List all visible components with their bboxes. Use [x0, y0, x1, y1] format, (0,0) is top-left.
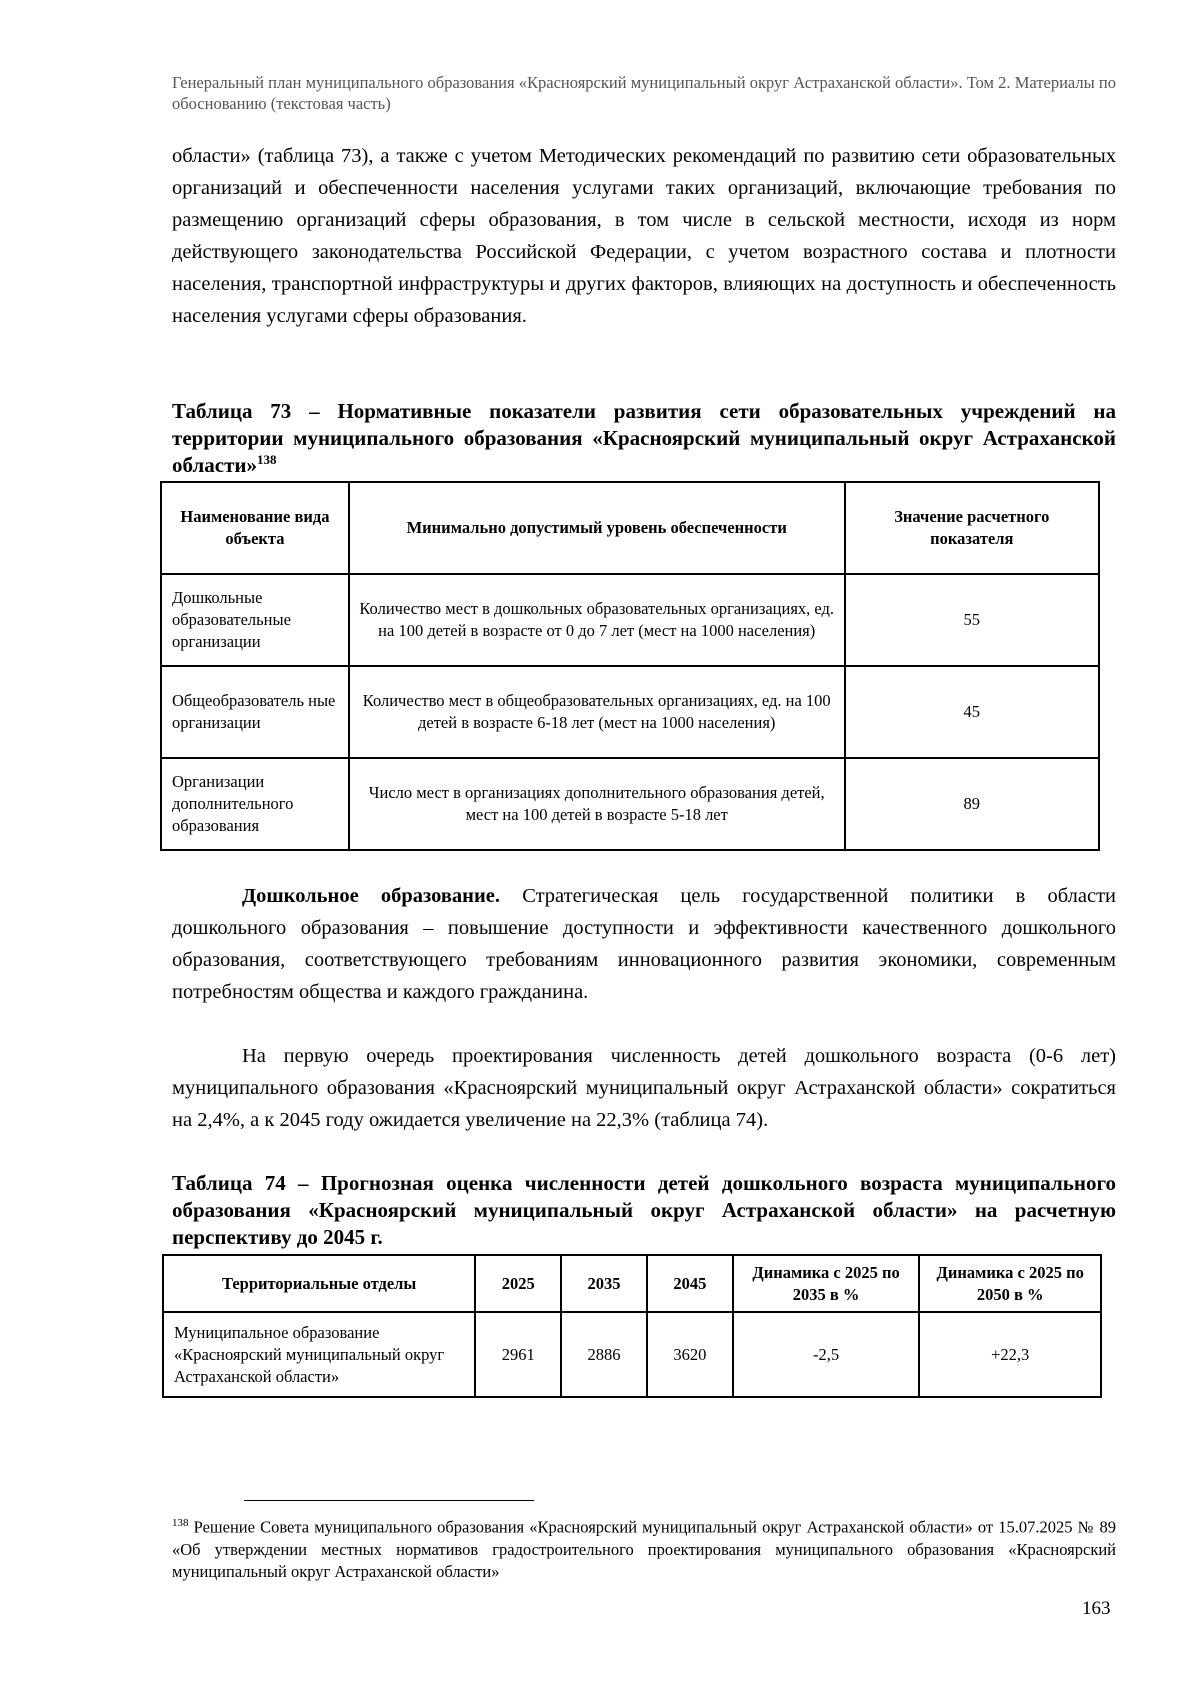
object-type-cell: Дошкольные образовательные организации [161, 574, 349, 666]
level-cell: Количество мест в общеобразовательных организациях, ед. на 100 детей в возрасте 6-18 лет (мест на 1000 населения) [349, 666, 845, 758]
page-number: 163 [1082, 1598, 1111, 1619]
table-header-row [161, 482, 1099, 574]
column-header: Минимально допустимый уровень обеспеченности [349, 482, 845, 574]
footnote-ref: 138 [257, 452, 277, 467]
column-header: Территориальные отделы [163, 1255, 475, 1312]
table73-caption [172, 398, 1116, 479]
column-header: 2035 [561, 1255, 647, 1312]
table-row [161, 758, 1099, 850]
value-cell: 2886 [561, 1312, 647, 1397]
value-cell: -2,5 [733, 1312, 920, 1397]
intro-paragraph: области» (таблица 73), а также с учетом Методических рекомендаций по развитию сети образовательных организаций и обеспеченности населения услугами таких организаций, включающие требования по размещению организаций сферы образования, в том числе в сельской местности, исходя из норм действующего законодательства Российской Федерации, с учетом возрастного состава и плотности населения, транспортной инфраструктуры и других факторов, влияющих на доступность и обеспеченность населения услугами сферы образования. [172, 145, 1116, 327]
table73-caption-text: Таблица 73 – Нормативные показатели развития сети образовательных учреждений на территории муниципального образования «Красноярский муниципальный округ Астраханской области» [172, 399, 1116, 477]
table-row [161, 574, 1099, 666]
level-cell: Число мест в организациях дополнительного образования детей, мест на 100 детей в возрасте 5-18 лет [349, 758, 845, 850]
running-header: Генеральный план муниципального образования «Красноярский муниципальный округ Астраханской области». Том 2. Материалы по обоснованию (текстовая часть) [172, 73, 1116, 113]
column-header: Динамика с 2025 по 2050 в % [919, 1255, 1101, 1312]
object-type-cell: Общеобразователь ные организации [161, 666, 349, 758]
table-row [161, 666, 1099, 758]
column-header: Значение расчетного показателя [845, 482, 1099, 574]
value-cell: 45 [845, 666, 1099, 758]
column-header: Наименование вида объекта [161, 482, 349, 574]
level-cell: Количество мест в дошкольных образовательных организациях, ед. на 100 детей в возрасте от 0 до 7 лет (мест на 1000 населения) [349, 574, 845, 666]
table-row [163, 1312, 1101, 1397]
preschool-paragraph [172, 880, 1116, 1008]
value-cell: 55 [845, 574, 1099, 666]
forecast-paragraph: На первую очередь проектирования численность детей дошкольного возраста (0-6 лет) муниципального образования «Красноярский муниципальный округ Астраханской области» сократиться на 2,4%, а к 2045 году ожидается увеличение на 22,3% (таблица 74). [172, 1045, 1116, 1131]
column-header: 2045 [647, 1255, 733, 1312]
table-74 [162, 1254, 1102, 1398]
column-header: 2025 [475, 1255, 561, 1312]
value-cell: 3620 [647, 1312, 733, 1397]
table-73 [160, 481, 1100, 851]
footnote-divider [244, 1500, 534, 1501]
column-header: Динамика с 2025 по 2035 в % [733, 1255, 920, 1312]
value-cell: 2961 [475, 1312, 561, 1397]
value-cell: 89 [845, 758, 1099, 850]
table74-caption: Таблица 74 – Прогнозная оценка численности детей дошкольного возраста муниципального образования «Красноярский муниципальный округ Астраханской области» на расчетную перспективу до 2045 г. [172, 1171, 1116, 1249]
territory-cell: Муниципальное образование «Красноярский муниципальный округ Астраханской области» [163, 1312, 475, 1397]
table-header-row [163, 1255, 1101, 1312]
footnote [172, 1512, 1116, 1583]
footnote-text: Решение Совета муниципального образования «Красноярский муниципальный округ Астраханской области» от 15.07.2025 № 89 «Об утверждении местных нормативов градостроительного проектирования муниципального образования «Красноярский муниципальный округ Астраханской области» [172, 1517, 1116, 1581]
preschool-heading: Дошкольное образование. [242, 885, 501, 907]
preschool-text: Стратегическая цель государственной политики в области дошкольного образования – повышение доступности и эффективности качественного дошкольного образования, соответствующего требованиям инновационного развития экономики, современным потребностям общества и каждого гражданина. [172, 885, 1116, 1003]
value-cell: +22,3 [919, 1312, 1101, 1397]
object-type-cell: Организации дополнительного образования [161, 758, 349, 850]
footnote-number: 138 [172, 1517, 189, 1529]
